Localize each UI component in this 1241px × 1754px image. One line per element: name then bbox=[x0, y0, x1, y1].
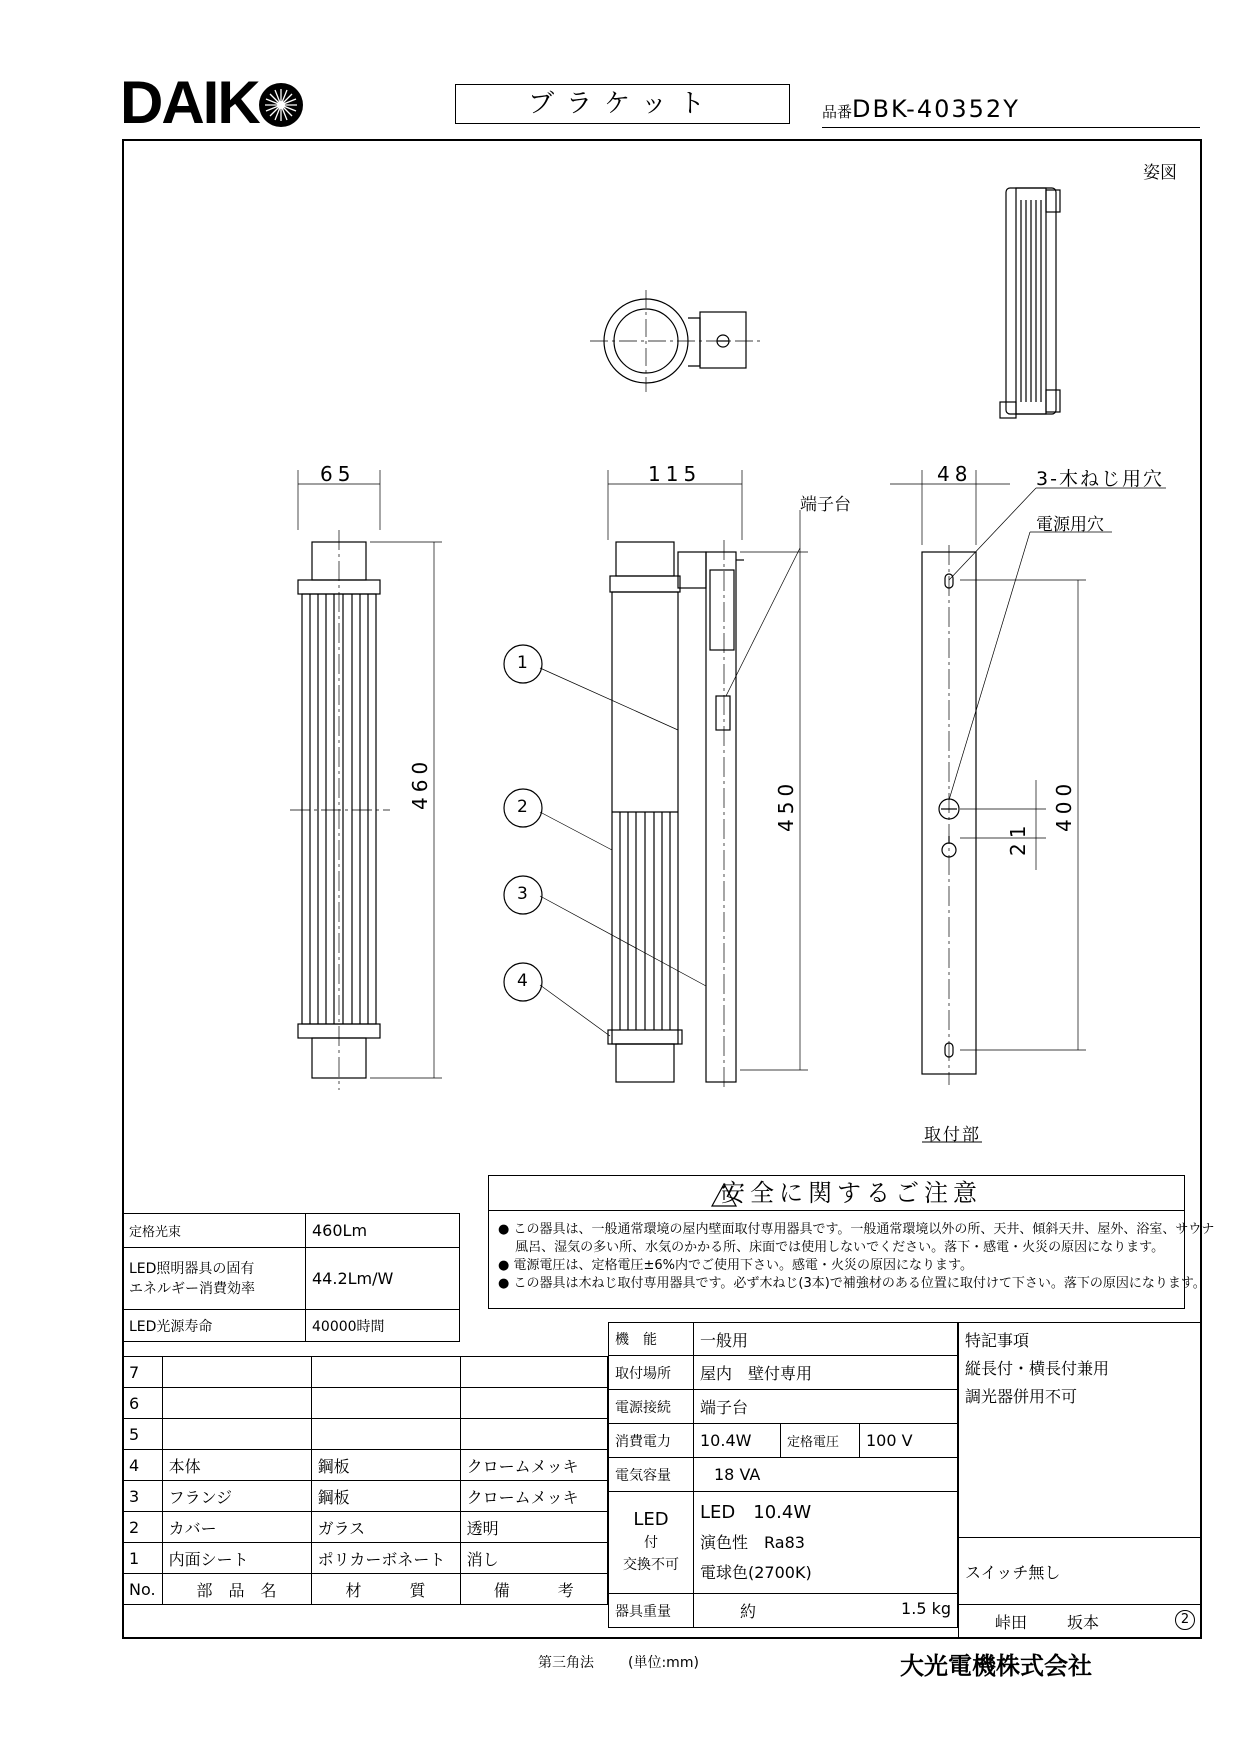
safety-line-3: ● 電源電圧は、定格電圧±6%内でご使用下さい。感電・火災の原因になります。 bbox=[498, 1258, 973, 1273]
voltage-value: 100 V bbox=[860, 1424, 958, 1458]
parts-row bbox=[123, 1481, 608, 1512]
safety-line-1: ● この器具は、一般通常環境の屋内壁面取付専用器具です。一般通常環境以外の所、天井、傾斜天井、屋外、浴室、サウナ bbox=[498, 1222, 1215, 1237]
safety-title-text: 安全に関するご注意 bbox=[721, 1179, 982, 1207]
label-power-hole: 電源用穴 bbox=[1036, 515, 1104, 535]
efficiency-label bbox=[123, 1248, 306, 1310]
part-no: 7 bbox=[123, 1357, 163, 1388]
part-name: カバー bbox=[162, 1512, 311, 1543]
weight-approx: 約 bbox=[740, 1602, 757, 1621]
part-material bbox=[311, 1388, 460, 1419]
notes-line-1: 縦長付・横長付兼用 bbox=[965, 1359, 1110, 1378]
weight-value bbox=[694, 1594, 958, 1628]
specs-table bbox=[608, 1322, 958, 1628]
led-line-2: 演色性 Ra83 bbox=[700, 1532, 805, 1552]
parts-row bbox=[123, 1543, 608, 1574]
notes-title: 特記事項 bbox=[965, 1331, 1030, 1350]
label-screw-holes: 3-木ねじ用穴 bbox=[1036, 468, 1164, 490]
led-line-3: 電球色(2700K) bbox=[700, 1562, 812, 1582]
life-label: LED光源寿命 bbox=[123, 1310, 306, 1342]
callout-4: 4 bbox=[517, 971, 528, 991]
label-mount: 取付部 bbox=[924, 1125, 981, 1145]
side-view bbox=[540, 470, 808, 1090]
dim-height-450: 450 bbox=[774, 778, 798, 832]
part-name bbox=[162, 1419, 311, 1450]
parts-header-material: 材 質 bbox=[311, 1574, 460, 1605]
perspective-view bbox=[1000, 188, 1060, 418]
part-name: 内面シート bbox=[162, 1543, 311, 1574]
weight-number: 1.5 kg bbox=[901, 1599, 951, 1618]
mount-view bbox=[890, 470, 1166, 1142]
safety-line-2: 風呂、湿気の多い所、水気のかかる所、床面では使用しないでください。落下・感電・火災の原因になります。 bbox=[498, 1240, 1165, 1255]
revision-badge: 2 bbox=[1175, 1610, 1195, 1630]
parts-row bbox=[123, 1450, 608, 1481]
part-name bbox=[162, 1357, 311, 1388]
part-material: 鋼板 bbox=[311, 1481, 460, 1512]
unit-note: (単位:mm) bbox=[628, 1655, 699, 1671]
place-label: 取付場所 bbox=[609, 1356, 694, 1390]
dim-width-65: 65 bbox=[320, 462, 356, 486]
dim-width-48: 48 bbox=[937, 462, 973, 486]
led-label-1: LED bbox=[633, 1509, 669, 1530]
part-no: 1 bbox=[123, 1543, 163, 1574]
dim-height-460: 460 bbox=[408, 756, 432, 810]
product-title: ブラケット bbox=[455, 84, 790, 124]
connection-value: 端子台 bbox=[694, 1390, 958, 1424]
flux-label: 定格光束 bbox=[123, 1214, 306, 1248]
led-label bbox=[609, 1492, 694, 1594]
safety-line-4: ● この器具は木ねじ取付専用器具です。必ず木ねじ(3本)で補強材のある位置に取付けて下さい。落下の原因になります。 bbox=[498, 1276, 1206, 1291]
signature-1: 峠田 bbox=[995, 1613, 1028, 1632]
parts-row bbox=[123, 1357, 608, 1388]
part-note bbox=[460, 1388, 607, 1419]
part-name: フランジ bbox=[162, 1481, 311, 1512]
capacity-value: 18 VA bbox=[694, 1458, 958, 1492]
parts-table bbox=[122, 1356, 608, 1605]
led-value bbox=[694, 1492, 958, 1594]
part-no: 3 bbox=[123, 1481, 163, 1512]
part-note: 透明 bbox=[460, 1512, 607, 1543]
parts-header-no: No. bbox=[123, 1574, 163, 1605]
safety-title bbox=[488, 1175, 1185, 1211]
callout-2: 2 bbox=[517, 797, 528, 817]
parts-header-note: 備 考 bbox=[460, 1574, 607, 1605]
place-value: 屋内 壁付専用 bbox=[694, 1356, 958, 1390]
part-name: 本体 bbox=[162, 1450, 311, 1481]
capacity-label: 電気容量 bbox=[609, 1458, 694, 1492]
power-label: 消費電力 bbox=[609, 1424, 694, 1458]
parts-row bbox=[123, 1419, 608, 1450]
part-material: ガラス bbox=[311, 1512, 460, 1543]
dim-height-400: 400 bbox=[1052, 778, 1076, 832]
rated-table bbox=[122, 1213, 460, 1342]
part-note: クロームメッキ bbox=[460, 1450, 607, 1481]
part-no: 5 bbox=[123, 1419, 163, 1450]
part-no: 4 bbox=[123, 1450, 163, 1481]
logo-text: DAIK bbox=[120, 69, 259, 136]
model-prefix: 品番 bbox=[822, 103, 853, 121]
part-no: 2 bbox=[123, 1512, 163, 1543]
signature-2: 坂本 bbox=[1067, 1613, 1100, 1632]
callout-3: 3 bbox=[517, 884, 528, 904]
notes-cell bbox=[959, 1323, 1202, 1538]
notes-line-2: 調光器併用不可 bbox=[965, 1387, 1078, 1406]
dim-width-115: 115 bbox=[648, 462, 702, 486]
voltage-label: 定格電圧 bbox=[781, 1424, 860, 1458]
part-name bbox=[162, 1388, 311, 1419]
part-material bbox=[311, 1419, 460, 1450]
led-label-2: 付 bbox=[644, 1535, 658, 1551]
connection-label: 電源接続 bbox=[609, 1390, 694, 1424]
company-name: 大光電機株式会社 bbox=[900, 1652, 1092, 1680]
model-code: DBK-40352Y bbox=[852, 95, 1020, 123]
part-material: 鋼板 bbox=[311, 1450, 460, 1481]
part-material bbox=[311, 1357, 460, 1388]
projection-method: 第三角法 bbox=[538, 1655, 594, 1671]
efficiency-value: 44.2Lm/W bbox=[306, 1248, 460, 1310]
efficiency-label-1: LED照明器具の固有 bbox=[129, 1260, 255, 1277]
label-terminal: 端子台 bbox=[800, 495, 851, 515]
view-label: 姿図 bbox=[1143, 163, 1177, 183]
notes-table bbox=[958, 1322, 1202, 1639]
top-view bbox=[590, 290, 760, 392]
part-note bbox=[460, 1419, 607, 1450]
led-label-3: 交換不可 bbox=[623, 1557, 679, 1573]
parts-header-row bbox=[123, 1574, 608, 1605]
efficiency-label-2: エネルギー消費効率 bbox=[129, 1280, 255, 1297]
led-line-1: LED 10.4W bbox=[700, 1501, 812, 1523]
signature-cell bbox=[959, 1605, 1202, 1639]
parts-row bbox=[123, 1512, 608, 1543]
parts-header-name: 部 品 名 bbox=[162, 1574, 311, 1605]
weight-label: 器具重量 bbox=[609, 1594, 694, 1628]
part-note: クロームメッキ bbox=[460, 1481, 607, 1512]
function-value: 一般用 bbox=[694, 1323, 958, 1356]
part-note bbox=[460, 1357, 607, 1388]
function-label: 機 能 bbox=[609, 1323, 694, 1356]
flux-value: 460Lm bbox=[306, 1214, 460, 1248]
power-value: 10.4W bbox=[694, 1424, 781, 1458]
part-material: ポリカーボネート bbox=[311, 1543, 460, 1574]
switch-note: スイッチ無し bbox=[959, 1538, 1202, 1605]
parts-row bbox=[123, 1388, 608, 1419]
life-value: 40000時間 bbox=[306, 1310, 460, 1342]
part-note: 消し bbox=[460, 1543, 607, 1574]
dim-offset-21: 21 bbox=[1006, 820, 1030, 856]
callout-1: 1 bbox=[517, 653, 528, 673]
part-no: 6 bbox=[123, 1388, 163, 1419]
